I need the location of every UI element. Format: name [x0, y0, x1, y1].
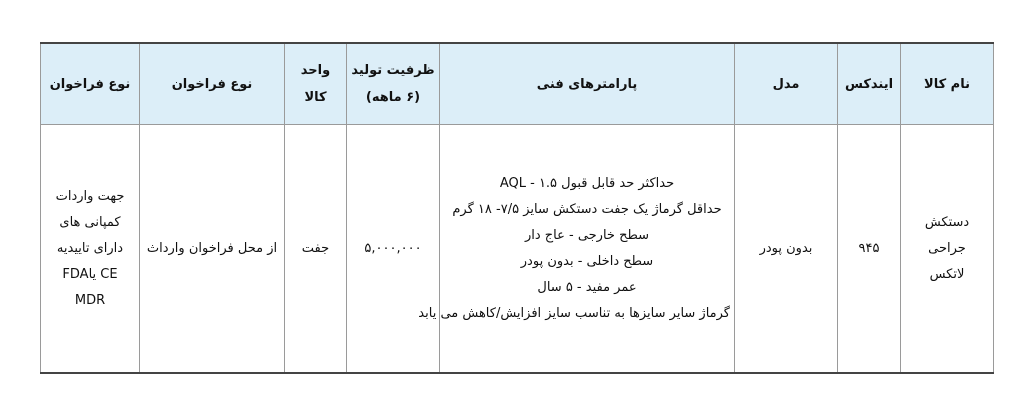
cell-model: بدون پودر — [735, 125, 838, 374]
param-line: عمر مفید - ۵ سال — [537, 279, 637, 295]
call-type-b-line: کمپانی های — [59, 214, 121, 230]
param-line: سطح خارجی - عاج دار — [524, 227, 650, 243]
cell-call-type-a: از محل فراخوان وارداث — [140, 125, 285, 374]
cell-unit: جفت — [285, 125, 347, 374]
header-capacity — [347, 43, 440, 125]
header-product-name: نام کالا — [901, 43, 994, 125]
cell-capacity: ۵,۰۰۰,۰۰۰ — [347, 125, 440, 374]
product-name-line2: لاتکس — [929, 266, 965, 282]
call-type-b-line: MDR — [74, 292, 106, 308]
param-line: گرماژ سایر سایزها به تناسب سایز افزایش/کاهش می یابد — [418, 305, 730, 321]
product-name-line1: دستکش جراحی — [924, 214, 970, 256]
header-unit-line1: واحد — [300, 63, 331, 78]
table-row — [41, 125, 994, 374]
cell-product-name — [901, 125, 994, 374]
product-spec-table — [40, 42, 994, 374]
param-line: سطح داخلی - بدون پودر — [520, 253, 654, 269]
call-type-b-line: دارای تاییدیه — [56, 240, 124, 256]
header-tech-params: پارامترهای فنی — [440, 43, 735, 125]
header-model: مدل — [735, 43, 838, 125]
call-type-b-line: CE یاFDA — [62, 266, 118, 282]
header-unit-line2: کالا — [304, 90, 327, 105]
header-call-type-b: نوع فراخوان — [41, 43, 140, 125]
header-row — [41, 43, 994, 125]
header-unit — [285, 43, 347, 125]
header-capacity-line2: (۶ ماهه) — [365, 90, 421, 105]
cell-call-type-b — [41, 125, 140, 374]
header-call-type-a: نوع فراخوان — [140, 43, 285, 125]
param-line: حداکثر حد قابل قبول AQL - ۱.۵ — [499, 175, 675, 191]
call-type-b-line: جهت واردات — [55, 188, 125, 204]
param-line: حداقل گرماژ یک جفت دستکش سایز ۷/۵- ۱۸ گرم — [452, 201, 722, 217]
header-capacity-line1: ظرفیت تولید — [351, 63, 435, 78]
header-index: ایندکس — [838, 43, 901, 125]
cell-tech-params — [418, 125, 735, 374]
cell-index: ۹۴۵ — [838, 125, 901, 374]
